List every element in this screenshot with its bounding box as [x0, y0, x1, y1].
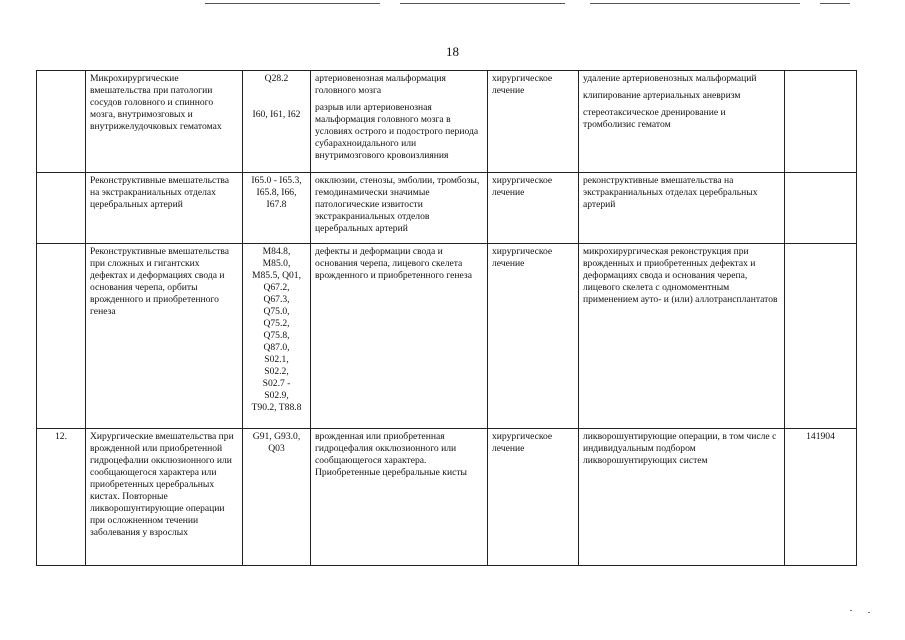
row-number: 12.	[37, 429, 86, 566]
intervention-name: Хирургические вмешательства при врожденной или приобретенной гидроцефалии окклюзионного или сообщающегося характера или приобретенных церебральных кистах. Повторные ликворошунтирующие операции при осложненном течении заболевания у взрослых	[86, 429, 243, 566]
icd-codes: G91, G93.0, Q03	[243, 429, 311, 566]
page-number: 18	[446, 44, 459, 59]
row-number	[37, 71, 86, 173]
procedures-table	[36, 70, 857, 566]
top-rule-1	[205, 3, 380, 4]
cost	[785, 71, 857, 173]
intervention-name: Реконструктивные вмешательства на экстракраниальных отделах церебральных артерий	[86, 173, 243, 244]
icd-codes: Q28.2 I60, I61, I62	[243, 71, 311, 173]
icd-codes: I65.0 - I65.3, I65.8, I66, I67.8	[243, 173, 311, 244]
treatment-method: ликворошунтирующие операции, в том числе с индивидуальным подбором ликворошунтирующих систем	[579, 429, 785, 566]
cost	[785, 173, 857, 244]
table-row	[37, 71, 857, 173]
scan-speck	[868, 612, 870, 613]
top-rule-3	[590, 3, 800, 4]
row-number	[37, 244, 86, 429]
patient-model: дефекты и деформации свода и основания черепа, лицевого скелета врожденного и приобретенного генеза	[311, 244, 488, 429]
cost: 141904	[785, 429, 857, 566]
treatment-method: реконструктивные вмешательства на экстракраниальных отделах церебральных артерий	[579, 173, 785, 244]
treatment-method: микрохирургическая реконструкция при врожденных и приобретенных дефектах и деформациях свода и основания черепа, лицевого скелета с одномоментным применением ауто- и (или) аллотрансплантатов	[579, 244, 785, 429]
treatment-type: хирургическое лечение	[488, 244, 579, 429]
scan-speck	[850, 610, 852, 611]
patient-model: окклюзии, стенозы, эмболии, тромбозы, гемодинамически значимые патологические извитости экстракраниальных отделов церебральных артерий	[311, 173, 488, 244]
table-row	[37, 244, 857, 429]
intervention-name: Реконструктивные вмешательства при сложных и гигантских дефектах и деформациях свода и основания черепа, орбиты врожденного и приобретенного генеза	[86, 244, 243, 429]
treatment-method: удаление артериовенозных мальформаций клипирование артериальных аневризм стереотаксическое дренирование и тромболизис гематом	[579, 71, 785, 173]
top-rule-4	[820, 3, 850, 4]
treatment-type: хирургическое лечение	[488, 173, 579, 244]
cost	[785, 244, 857, 429]
icd-codes: M84.8, M85.0, M85.5, Q01, Q67.2, Q67.3, Q75.0, Q75.2, Q75.8, Q87.0, S02.1, S02.2, S02.7 - S02.9, T90.2, T88.8	[243, 244, 311, 429]
row-number	[37, 173, 86, 244]
intervention-name: Микрохирургические вмешательства при патологии сосудов головного и спинного мозга, внутримозговых и внутрижелудочковых гематомах	[86, 71, 243, 173]
patient-model: артериовенозная мальформация головного мозга разрыв или артериовенозная мальформация головного мозга в условиях острого и подострого периода субарахноидального или внутримозгового кровоизлияния	[311, 71, 488, 173]
treatment-type: хирургическое лечение	[488, 429, 579, 566]
treatment-type: хирургическое лечение	[488, 71, 579, 173]
table-row	[37, 173, 857, 244]
top-rule-2	[400, 3, 565, 4]
table-row	[37, 429, 857, 566]
patient-model: врожденная или приобретенная гидроцефалия окклюзионного или сообщающегося характера. Приобретенные церебральные кисты	[311, 429, 488, 566]
